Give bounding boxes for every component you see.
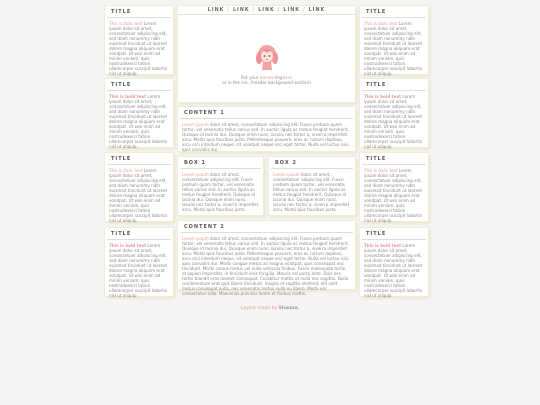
sidebar-box-6	[360, 79, 428, 147]
sidebar-lead: This is italic text	[364, 21, 398, 26]
content-body: dolor sit amet, consectetuer adipiscing elit. Fusce pretium quam tortor, vel venenatis tellus varius sed. In auctor ligula ac metus feugiat hendrerit. Quisque id lacinia dui. Quisque enim nunc, iaculis nec tortor a, viverra imperdiet arcu. Morbi quis faucibus justo. Pellentesque posuere, eros ac rutrum dapibus, arcu orci interdum neque, sit volutpat neque orci eget tortor. Nulla vel luctus nisi, quis convallis dui.	[182, 122, 350, 152]
sidebar-lead: This is bold text	[364, 94, 402, 99]
nav-link[interactable]: LINK	[308, 7, 326, 13]
nav-link[interactable]: LINK	[207, 7, 225, 13]
nav-separator: /	[277, 7, 281, 13]
header-caption	[178, 75, 355, 85]
box-lead: Lorem ipsum	[182, 172, 209, 177]
sidebar-body: Lorem ipsum dolor sit amet, consectetuer adipiscing elit, sed diam nonummy nibh euismod tincidunt ut laoreet dolore magna aliquam erat volutpat. Ut wisi enim ad minim veniam, quis nostrudexerci tation ullamcorper suscipit lobortis nisl ut aliquip.	[364, 168, 423, 223]
sidebar-text	[360, 165, 428, 226]
box-title: BOX 2	[271, 157, 353, 169]
here-link[interactable]: here	[282, 75, 293, 80]
nav-separator: /	[302, 7, 306, 13]
content-body: dolor sit amet, consectetuer adipiscing elit. Fusce pretium quam tortor, vel venenatis tellus varius sed. In auctor ligula ac metus feugiat hendrerit. Quisque id lacinia dui. Quisque enim nunc, iaculis nec tortor a, viverra imperdiet arcu. Morbi quis faucibus justo. Pellentesque posuere, eros ac rutrum dapibus, arcu orci interdum neque, sit volutpat neque orci eget tortor. Nulla vel luctus nisi, quis convallis dui. Morbi congue metus ac magna volutpat, quis consequat nisi tincidunt. Morbi cursus metus vel nulla vehicula finibus. Fusce malesuada tortor et sapien imperdiet, in tincidunt eros fringilla. Mauris vel porta ante. Duis nec tortor blandit eros laoreet consequat. Curabitur mattis ut nulla nec sagittis. Nulla condimentum erat quis libero tincidunt, magna et sagittis eleifend, elit velit metus consequat nulla, nec venenatis metus nulla eu libero. Morbi vel consectetur odio. Maecenas pulvinar lorem et finibus mattis.	[182, 236, 350, 296]
sidebar-body: Lorem ipsum dolor sit amet, consectetuer adipiscing elit, sed diam nonummy nibh euismod tincidunt ut laoreet dolore magna aliquam erat volutpat. Ut wisi enim ad minim veniam, quis nostrudexerci tation ullamcorper suscipit lobortis nisl ut aliquip.	[109, 168, 168, 223]
sidebar-text	[360, 91, 428, 152]
header-text-pre: Put your	[240, 75, 259, 80]
header-text-line2: or in the css. (header background section)	[222, 80, 311, 85]
footer-prefix: Layout made by	[240, 306, 278, 311]
sidebar-box-1	[105, 6, 173, 74]
sidebar-body: Lorem ipsum dolor sit amet, consectetuer adipiscing elit, sed diam nonummy nibh euismod tincidunt ut laoreet dolore magna aliquam erat volutpat. Ut wisi enim ad minim veniam, quis nostrudexerci tation ullamcorper suscipit lobortis nisl ut aliquip.	[109, 243, 168, 298]
nav-link[interactable]: LINK	[258, 7, 275, 13]
box-title: BOX 1	[180, 157, 261, 169]
sidebar-title: TITLE	[107, 228, 171, 240]
sidebar-title: TITLE	[362, 79, 426, 91]
sidebar-title: TITLE	[107, 153, 171, 165]
content-lead: Lorem ipsum	[182, 122, 209, 127]
box-text	[269, 169, 355, 215]
sidebar-lead: This is bold text	[109, 243, 147, 248]
sidebar-box-4	[105, 228, 173, 296]
content-title: CONTENT 1	[180, 107, 353, 119]
sidebar-text	[360, 240, 428, 301]
sidebar-box-8	[360, 228, 428, 296]
sidebar-title: TITLE	[362, 153, 426, 165]
content-text	[178, 233, 355, 299]
sidebar-body: Lorem ipsum dolor sit amet, consectetuer adipiscing elit, sed diam nonummy nibh euismod tincidunt ut laoreet dolore magna aliquam erat volutpat. Ut wisi enim ad minim veniam, quis nostrudexerci tation ullamcorper suscipit lobortis nisl ut aliquip.	[109, 21, 168, 76]
sidebar-box-7	[360, 153, 428, 221]
content-1-box	[178, 107, 355, 151]
sidebar-title: TITLE	[362, 6, 426, 18]
sidebar-text	[105, 165, 173, 226]
sidebar-title: TITLE	[107, 79, 171, 91]
sidebar-body: Lorem ipsum dolor sit amet, consectetuer adipiscing elit, sed diam nonummy nibh euismod tincidunt ut laoreet dolore magna aliquam erat volutpat. Ut wisi enim ad minim veniam, quis nostrudexerci tation ullamcorper suscipit lobortis nisl ut aliquip.	[109, 94, 168, 149]
content-lead: Lorem ipsum	[182, 236, 209, 241]
sidebar-text	[360, 18, 428, 79]
box-body: dolor sit amet, consectetuer adipiscing elit. Fusce pretium quam tortor, vel venenatis tellus varius sed. In auctor ligula ac metus feugiat hendrerit. Quisque id lacinia dui. Quisque enim nunc, iaculis nec tortor a, viverra imperdiet arcu. Morbi quis faucibus justo.	[182, 172, 259, 212]
header-banner	[178, 43, 355, 85]
box-text	[178, 169, 263, 215]
content-2-box	[178, 221, 355, 296]
header-box	[178, 6, 355, 102]
footer	[0, 306, 540, 311]
banner-link[interactable]: banner	[259, 75, 275, 80]
sidebar-lead: This is italic text	[364, 168, 398, 173]
author-link[interactable]: Shauna.	[278, 306, 300, 311]
sidebar-lead: This is italic text	[109, 168, 143, 173]
box-2	[269, 157, 355, 215]
sidebar-box-3	[105, 153, 173, 221]
nav-bar	[178, 6, 355, 15]
sidebar-text	[105, 91, 173, 152]
sidebar-lead: This is italic text	[109, 21, 143, 26]
sidebar-box-2	[105, 79, 173, 147]
sidebar-lead: This is bold text	[364, 243, 402, 248]
content-title: CONTENT 2	[180, 221, 353, 233]
box-1	[178, 157, 263, 215]
sidebar-body: Lorem ipsum dolor sit amet, consectetuer adipiscing elit, sed diam nonummy nibh euismod tincidunt ut laoreet dolore magna aliquam erat volutpat. Ut wisi enim ad minim veniam, quis nostrudexerci tation ullamcorper suscipit lobortis nisl ut aliquip.	[364, 94, 423, 149]
sidebar-title: TITLE	[362, 228, 426, 240]
box-body: dolor sit amet, consectetuer adipiscing elit. Fusce pretium quam tortor, vel venenatis tellus varius sed. In auctor ligula ac metus feugiat hendrerit. Quisque id lacinia dui. Quisque enim nunc, iaculis nec tortor a, viverra imperdiet arcu. Morbi quis faucibus justo.	[273, 172, 350, 212]
nav-separator: /	[227, 7, 230, 13]
character-icon	[254, 43, 280, 71]
sidebar-text	[105, 240, 173, 301]
sidebar-body: Lorem ipsum dolor sit amet, consectetuer adipiscing elit, sed diam nonummy nibh euismod tincidunt ut laoreet dolore magna aliquam erat volutpat. Ut wisi enim ad minim veniam, quis nostrudexerci tation ullamcorper suscipit lobortis nisl ut aliquip.	[364, 21, 423, 76]
nav-link[interactable]: LINK	[283, 7, 300, 13]
nav-link[interactable]: LINK	[233, 7, 250, 13]
sidebar-text	[105, 18, 173, 79]
content-text	[178, 119, 355, 155]
nav-separator: /	[252, 7, 256, 13]
box-lead: Lorem ipsum	[273, 172, 300, 177]
header-text-mid: img	[274, 75, 283, 80]
sidebar-lead: This is bold text	[109, 94, 147, 99]
sidebar-body: Lorem ipsum dolor sit amet, consectetuer adipiscing elit, sed diam nonummy nibh euismod tincidunt ut laoreet dolore magna aliquam erat volutpat. Ut wisi enim ad minim veniam, quis nostrudexerci tation ullamcorper suscipit lobortis nisl ut aliquip.	[364, 243, 423, 298]
sidebar-box-5	[360, 6, 428, 74]
sidebar-title: TITLE	[107, 6, 171, 18]
